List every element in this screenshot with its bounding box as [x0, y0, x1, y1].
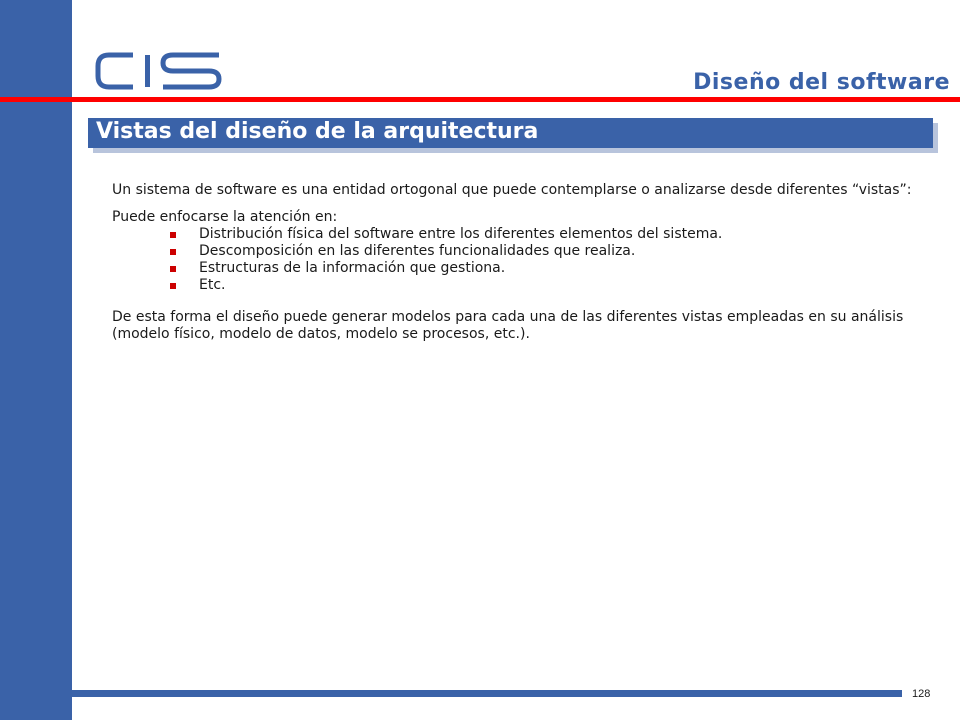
left-sidebar-bar — [0, 0, 72, 720]
square-bullet-icon — [170, 249, 176, 255]
list-item-text: Estructuras de la información que gestiona. — [199, 260, 506, 276]
square-bullet-icon — [170, 266, 176, 272]
bullet-list — [170, 226, 912, 294]
list-item — [170, 226, 912, 243]
list-item-text: Descomposición en las diferentes funcionalidades que realiza. — [199, 243, 636, 259]
square-bullet-icon — [170, 283, 176, 289]
square-bullet-icon — [170, 232, 176, 238]
footer-bar — [72, 690, 902, 697]
conclusion-paragraph: De esta forma el diseño puede generar modelos para cada una de las diferentes vistas empleadas en su análisis (modelo físico, modelo de datos, modelo se procesos, etc.). — [112, 309, 904, 342]
slide-title: Vistas del diseño de la arquitectura — [96, 119, 539, 144]
header-divider — [0, 97, 960, 102]
cis-logo — [95, 52, 225, 90]
list-item — [170, 260, 912, 277]
page-number: 128 — [912, 688, 931, 700]
title-band — [88, 118, 933, 148]
list-item — [170, 277, 912, 294]
list-item-text: Distribución física del software entre los diferentes elementos del sistema. — [199, 226, 723, 242]
intro-paragraph: Un sistema de software es una entidad ortogonal que puede contemplarse o analizarse desde diferentes “vistas”: — [112, 182, 912, 198]
list-item — [170, 243, 912, 260]
focus-lead-text: Puede enfocarse la atención en: — [112, 209, 338, 225]
section-title: Diseño del software — [693, 70, 950, 95]
slide-content — [112, 182, 912, 343]
list-item-text: Etc. — [199, 277, 226, 293]
